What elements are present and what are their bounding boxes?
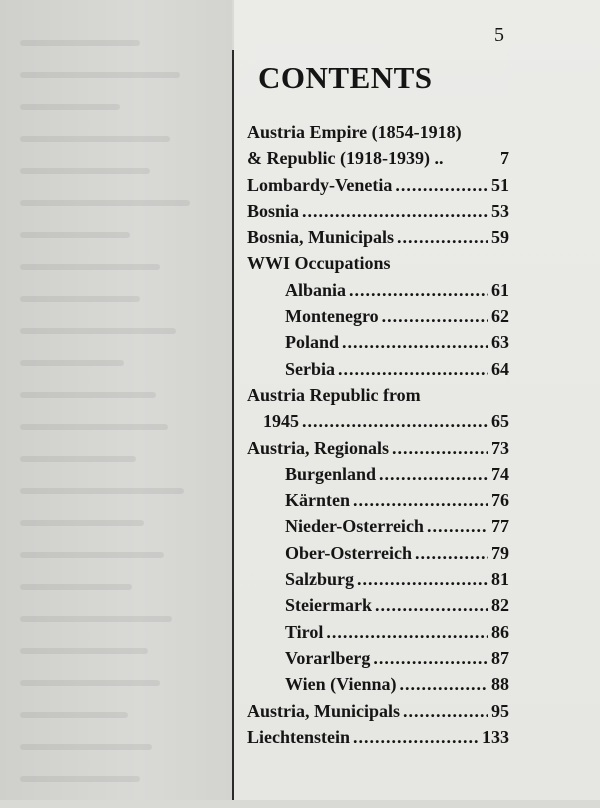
- toc-entry: [247, 253, 509, 279]
- toc-entry-page: 65: [491, 411, 509, 432]
- toc-entry-page: 77: [491, 516, 509, 537]
- toc-entry-label: Nieder-Osterreich: [285, 516, 424, 537]
- toc-entry-label: Salzburg: [285, 569, 355, 590]
- toc-entry: [247, 490, 509, 516]
- toc-dot-leader: [415, 543, 488, 564]
- toc-entry-label: Liechtenstein: [247, 726, 350, 747]
- toc-entry-label: Steiermark: [285, 595, 372, 616]
- toc-entry-page: 95: [491, 700, 509, 721]
- toc-dot-leader: [342, 332, 488, 353]
- toc-entry-label: Wien (Vienna): [285, 674, 397, 695]
- toc-dot-leader: [373, 648, 488, 669]
- toc-entry-page: 64: [491, 358, 509, 379]
- ghost-line: [20, 360, 124, 366]
- page-number: 5: [494, 24, 504, 46]
- ghost-line: [20, 680, 160, 686]
- toc-entry-label: & Republic (1918-1939) ..: [247, 148, 444, 169]
- toc-entry-page: 87: [491, 647, 509, 668]
- ghost-line: [20, 744, 152, 750]
- toc-entry-page: 88: [491, 674, 509, 695]
- contents-page: [234, 0, 600, 800]
- toc-entry: [247, 622, 509, 648]
- ghost-line: [20, 488, 184, 494]
- toc-entry-label: 1945: [263, 411, 299, 432]
- toc-entry-page: 62: [491, 306, 509, 327]
- toc-dot-leader: [397, 227, 488, 248]
- toc-entry: [247, 385, 509, 411]
- toc-entry-label: Bosnia: [247, 200, 300, 221]
- toc-entry-page: 63: [491, 332, 509, 353]
- ghost-line: [20, 328, 176, 334]
- toc-entry-label: Poland: [285, 332, 340, 353]
- toc-entry-label: Burgenland: [285, 463, 377, 484]
- toc-entry: [247, 701, 509, 727]
- toc-entry-page: 133: [482, 726, 509, 747]
- toc-entry: [247, 280, 509, 306]
- toc-entry: [247, 648, 509, 674]
- ghost-line: [20, 264, 160, 270]
- ghost-line: [20, 456, 136, 462]
- toc-entry-label: Austria Republic from: [247, 384, 421, 405]
- toc-dot-leader: [353, 490, 488, 511]
- toc-entry: [247, 332, 509, 358]
- toc-entry-page: 74: [491, 463, 509, 484]
- ghost-line: [20, 392, 156, 398]
- toc-entry: [247, 122, 509, 148]
- toc-entry-label: Bosnia, Municipals: [247, 227, 395, 248]
- toc-entry-label: Albania: [285, 279, 347, 300]
- toc-entry: [247, 201, 509, 227]
- toc-entry-label: Austria Empire (1854-1918): [247, 122, 462, 142]
- toc-dot-leader: [302, 411, 488, 432]
- toc-dot-leader: [302, 201, 488, 222]
- toc-entry: [247, 306, 509, 332]
- ghost-line: [20, 520, 144, 526]
- ghost-line: [20, 648, 148, 654]
- toc-entry-page: 76: [491, 490, 509, 511]
- ghost-line: [20, 616, 172, 622]
- toc-entry: [247, 569, 509, 595]
- toc-dot-leader: [427, 516, 488, 537]
- toc-dot-leader: [379, 464, 488, 485]
- facing-page-bleed-through: [20, 40, 220, 808]
- toc-entry: [247, 464, 509, 490]
- ghost-line: [20, 232, 130, 238]
- toc-entry: [247, 227, 509, 253]
- toc-entry: [247, 148, 509, 174]
- ghost-line: [20, 104, 120, 110]
- ghost-line: [20, 200, 190, 206]
- toc-entry-label: Vorarlberg: [285, 647, 371, 668]
- toc-entry-label: Ober-Osterreich: [285, 542, 412, 563]
- ghost-line: [20, 712, 128, 718]
- toc-dot-leader: [338, 359, 488, 380]
- toc-entry-page: 81: [491, 569, 509, 590]
- toc-entry: [247, 727, 509, 753]
- toc-entry-page: 7: [500, 148, 509, 169]
- toc-entry: [247, 674, 509, 700]
- toc-dot-leader: [353, 727, 479, 748]
- toc-entry-page: 59: [491, 227, 509, 248]
- toc-dot-leader: [349, 280, 488, 301]
- toc-dot-leader: [400, 674, 488, 695]
- toc-entry: [247, 595, 509, 621]
- toc-entry-page: 82: [491, 595, 509, 616]
- toc-entry-label: WWI Occupations: [247, 253, 391, 274]
- toc-dot-leader: [403, 701, 488, 722]
- ghost-line: [20, 776, 140, 782]
- toc-entry: [247, 359, 509, 385]
- toc-dot-leader: [382, 306, 488, 327]
- toc-entry: [247, 411, 509, 437]
- toc-dot-leader: [375, 595, 488, 616]
- toc-entry: [247, 438, 509, 464]
- toc-entry-label: Lombardy-Venetia: [247, 174, 393, 195]
- ghost-line: [20, 72, 180, 78]
- toc-entry-label: Austria, Municipals: [247, 700, 401, 721]
- toc-entry-label: Tirol: [285, 621, 324, 642]
- ghost-line: [20, 424, 168, 430]
- toc-entry-page: 53: [491, 200, 509, 221]
- toc-entry-page: 86: [491, 621, 509, 642]
- toc-entry-page: 73: [491, 437, 509, 458]
- toc-dot-leader: [326, 622, 488, 643]
- toc-entry-label: Austria, Regionals: [247, 437, 390, 458]
- ghost-line: [20, 584, 132, 590]
- ghost-line: [20, 552, 164, 558]
- ghost-line: [20, 168, 150, 174]
- ghost-line: [20, 136, 170, 142]
- toc-entry: [247, 516, 509, 542]
- toc-entry: [247, 543, 509, 569]
- page-title: CONTENTS: [258, 60, 433, 95]
- toc-entry-page: 61: [491, 279, 509, 300]
- toc-entry: [247, 175, 509, 201]
- ghost-line: [20, 296, 140, 302]
- toc-dot-leader: [395, 175, 488, 196]
- toc-entry-page: 79: [491, 542, 509, 563]
- toc-entry-label: Montenegro: [285, 306, 379, 327]
- toc-dot-leader: [392, 438, 488, 459]
- ghost-line: [20, 40, 140, 46]
- toc-entry-label: Serbia: [285, 358, 336, 379]
- toc-entry-label: Kärnten: [285, 490, 350, 511]
- facing-page: [0, 0, 232, 800]
- table-of-contents: [247, 122, 509, 753]
- toc-entry-page: 51: [491, 174, 509, 195]
- toc-dot-leader: [357, 569, 488, 590]
